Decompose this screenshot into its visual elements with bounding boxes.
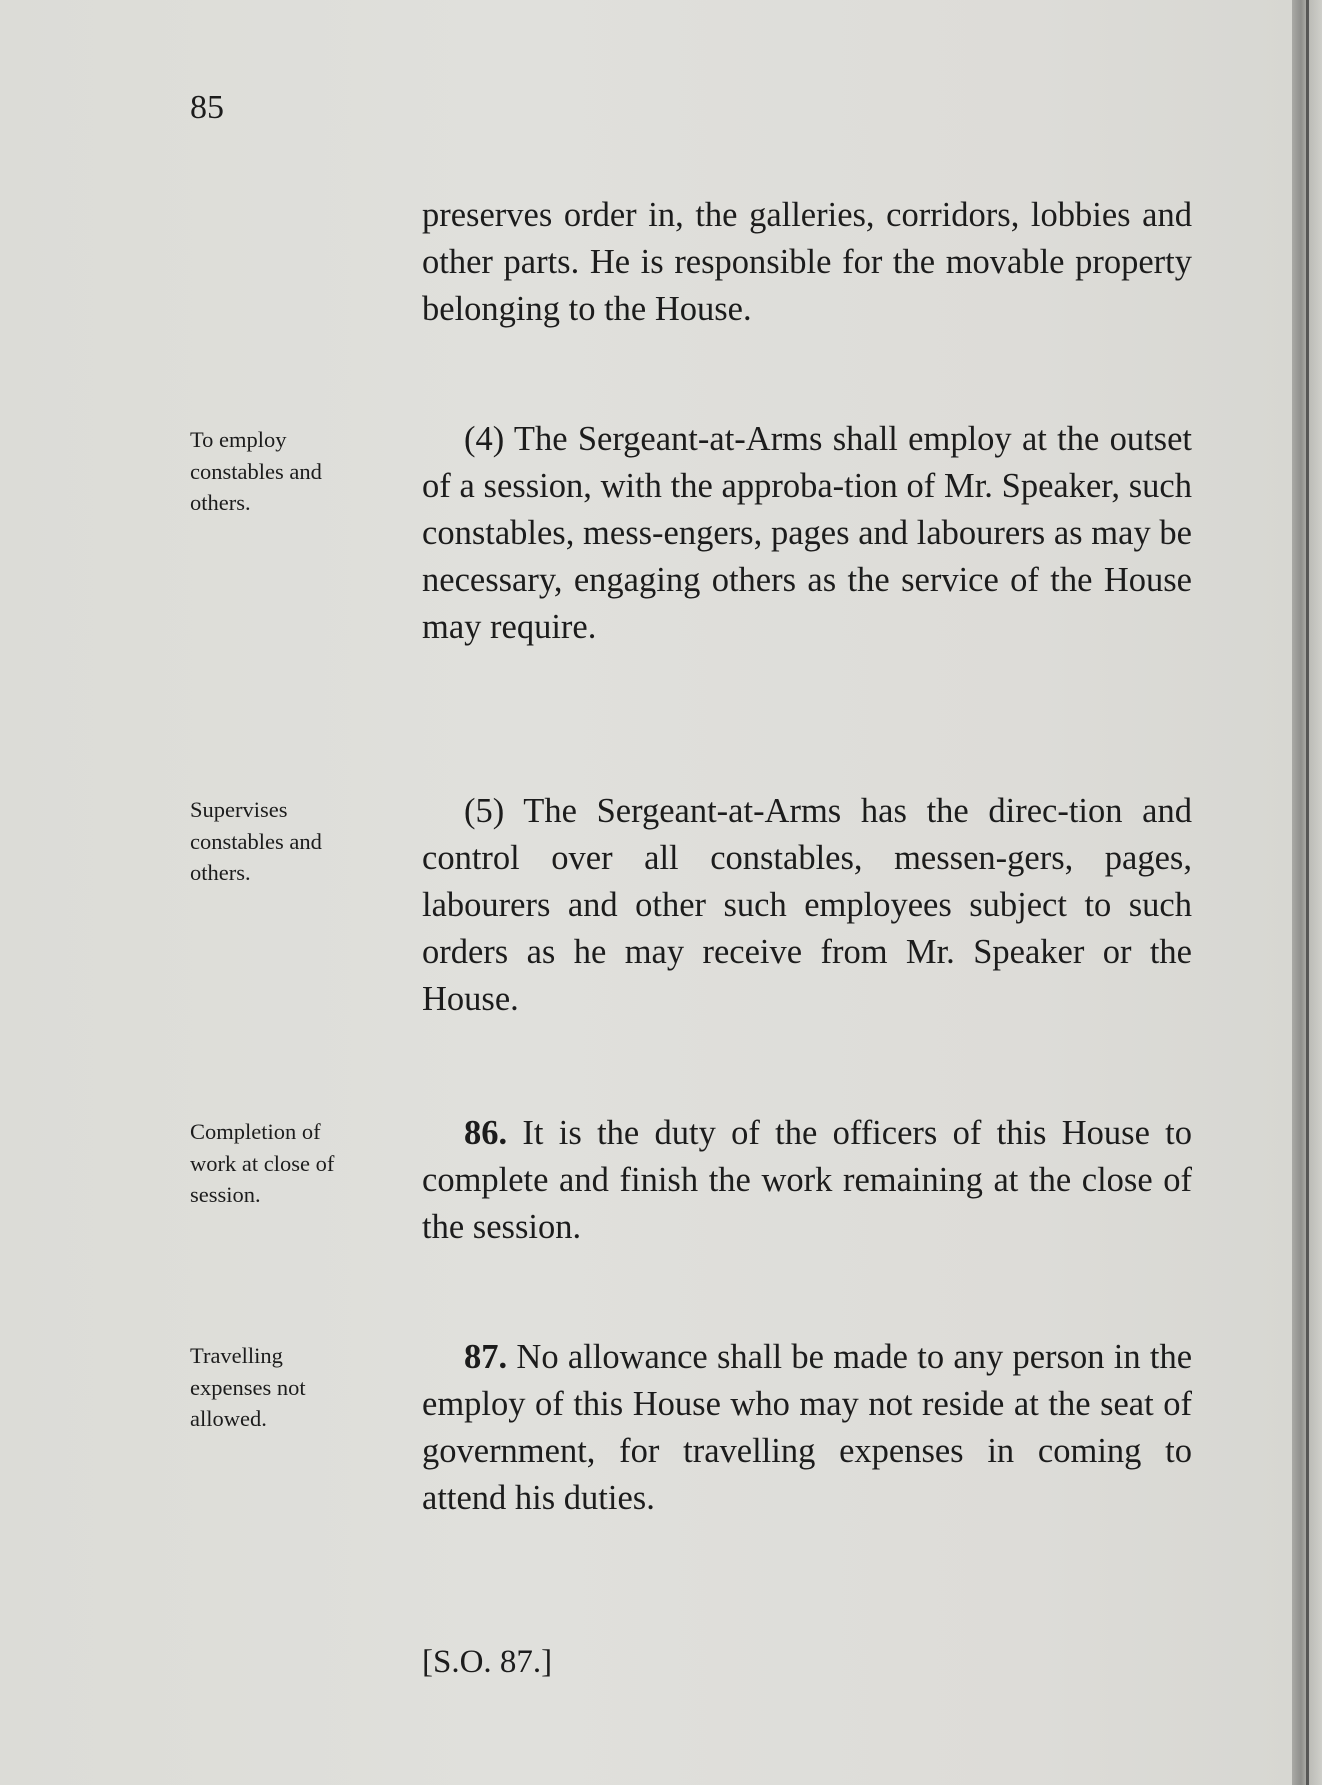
paragraph-text: preserves order in, the galleries, corridors, lobbies and other parts. He is responsible for the movable property belonging to the House. (422, 196, 1192, 328)
page-edge-line (1306, 0, 1309, 1785)
section-text: It is the duty of the officers of this House to complete and finish the work remaining at the close of the session. (422, 1114, 1193, 1246)
standing-order-reference: [S.O. 87.] (422, 1644, 553, 1680)
section-87 (422, 1334, 1192, 1522)
margin-note-travelling: Travelling expenses not allowed. (190, 1343, 306, 1431)
margin-note-completion: Completion of work at close of session. (190, 1119, 335, 1207)
paragraph-4 (422, 416, 1192, 651)
paragraph-text: (4) The Sergeant-at-Arms shall employ at the outset of a session, with the approba-tion of Mr. Speaker, such constables, mess-engers, pages and labourers as may be necessary, engaging others as the service of the House may require. (422, 420, 1192, 646)
section-number: 87. (464, 1338, 508, 1376)
margin-note-supervises: Supervises constables and others. (190, 797, 322, 885)
section-number: 86. (464, 1114, 508, 1152)
margin-note-to-employ: To employ constables and others. (190, 427, 322, 515)
section-text: No allowance shall be made to any person in the employ of this House who may not reside at the seat of government, for travelling expenses in coming to attend his duties. (422, 1338, 1193, 1517)
section-86 (422, 1110, 1192, 1251)
paragraph-5 (422, 788, 1192, 1023)
paragraph-text: (5) The Sergeant-at-Arms has the direc-tion and control over all constables, messen-gers, pages, labourers and other such employees subject to such orders as he may receive from Mr. Speaker or the House. (422, 792, 1192, 1018)
paragraph-continuation (422, 192, 1192, 333)
page-number: 85 (190, 89, 224, 126)
